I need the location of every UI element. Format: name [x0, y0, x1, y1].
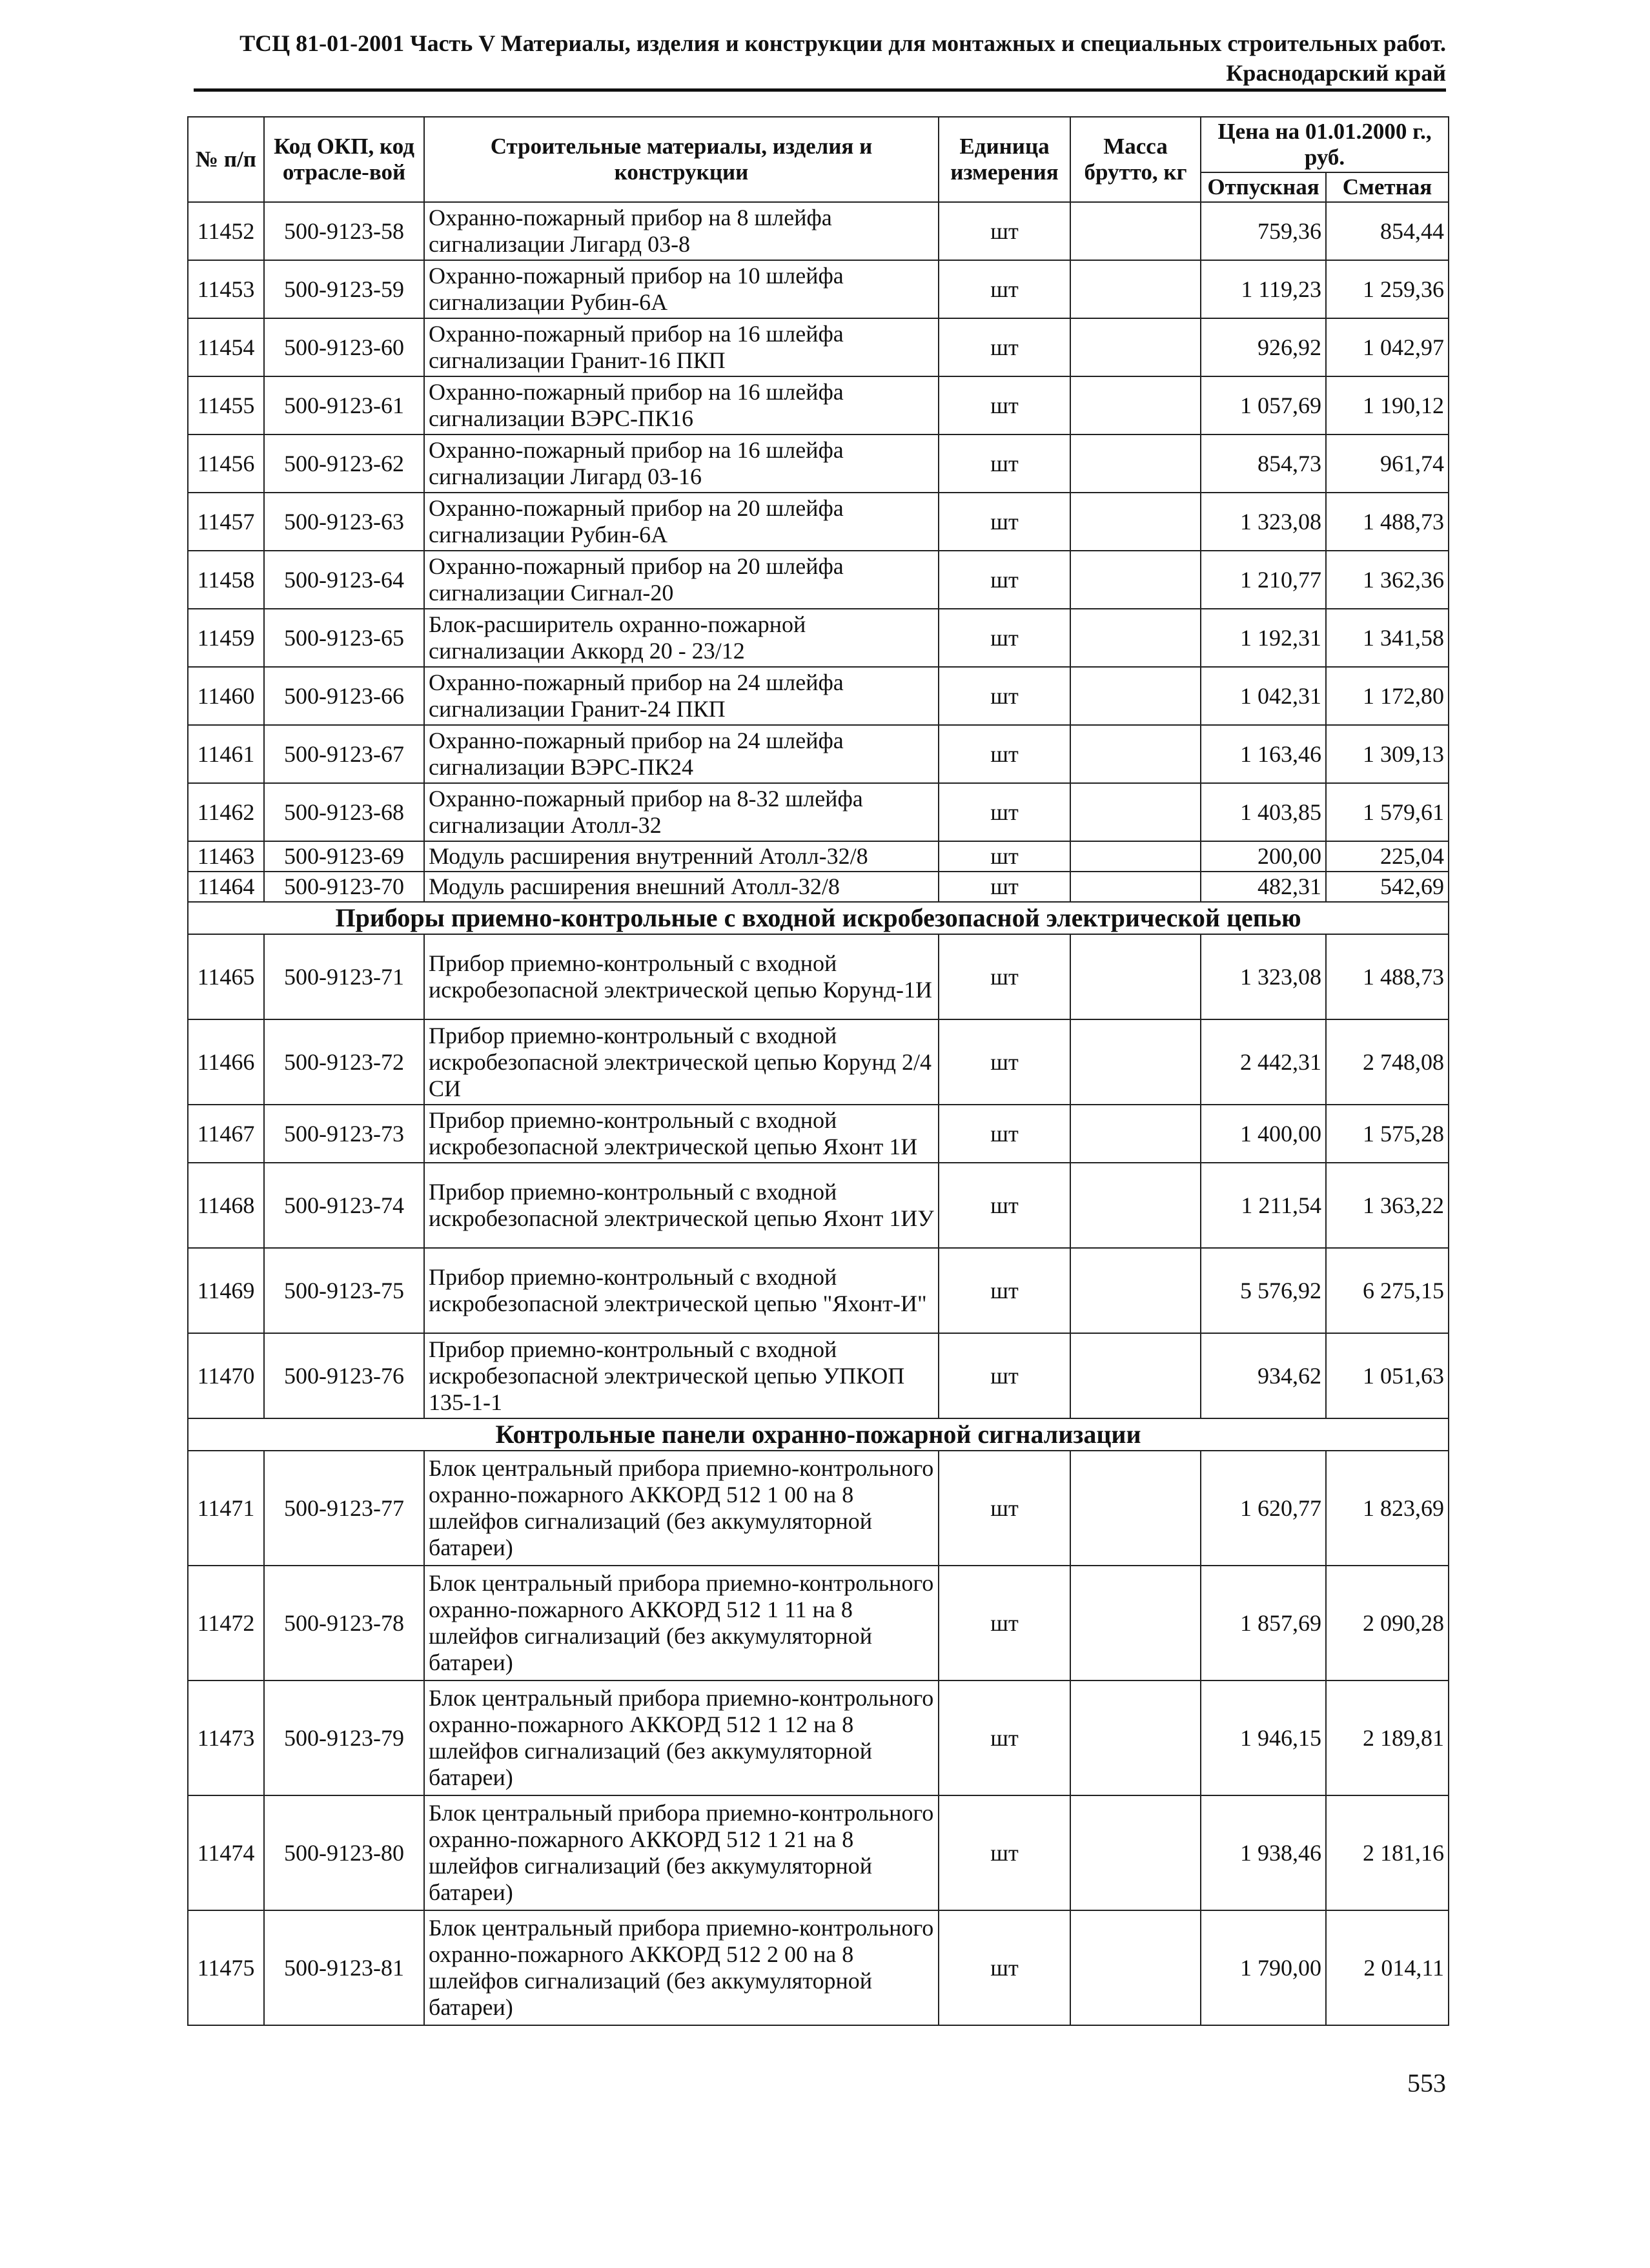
- row-mass: [1070, 493, 1201, 551]
- row-price-sale: 1 400,00: [1201, 1105, 1326, 1163]
- row-code: 500-9123-71: [264, 934, 424, 1019]
- row-unit: шт: [939, 376, 1070, 434]
- row-price-est: 1 042,97: [1326, 318, 1449, 376]
- row-num: 11471: [188, 1451, 264, 1566]
- table-row: [188, 1566, 1449, 1681]
- row-price-sale: 1 210,77: [1201, 551, 1326, 609]
- header-region: Краснодарский край: [1226, 60, 1446, 86]
- row-price-sale: 1 620,77: [1201, 1451, 1326, 1566]
- row-unit: шт: [939, 1451, 1070, 1566]
- row-num: 11461: [188, 725, 264, 783]
- row-code: 500-9123-67: [264, 725, 424, 783]
- table-row: [188, 318, 1449, 376]
- row-price-est: 2 090,28: [1326, 1566, 1449, 1681]
- row-name: Прибор приемно-контрольный с входной искробезопасной электрической цепью Корунд-1И: [424, 934, 939, 1019]
- row-mass: [1070, 376, 1201, 434]
- row-code: 500-9123-70: [264, 872, 424, 902]
- table-row: [188, 667, 1449, 725]
- col-header-price-group: Цена на 01.01.2000 г., руб.: [1201, 117, 1449, 172]
- row-name: Прибор приемно-контрольный с входной искробезопасной электрической цепью Яхонт 1ИУ: [424, 1163, 939, 1248]
- table-row: [188, 841, 1449, 872]
- table-row: [188, 1019, 1449, 1105]
- price-table: [187, 116, 1449, 2026]
- row-mass: [1070, 934, 1201, 1019]
- row-num: 11463: [188, 841, 264, 872]
- table-row: [188, 551, 1449, 609]
- row-price-est: 1 309,13: [1326, 725, 1449, 783]
- row-mass: [1070, 609, 1201, 667]
- table-row: [188, 434, 1449, 493]
- row-unit: шт: [939, 1795, 1070, 1910]
- row-price-est: 2 748,08: [1326, 1019, 1449, 1105]
- row-price-est: 1 172,80: [1326, 667, 1449, 725]
- group1-body: [188, 202, 1449, 902]
- row-name: Блок центральный прибора приемно-контрольного охранно-пожарного АККОРД 512 2 00 на 8 шлейфов сигнализаций (без аккумуляторной батареи): [424, 1910, 939, 2025]
- row-code: 500-9123-73: [264, 1105, 424, 1163]
- row-code: 500-9123-62: [264, 434, 424, 493]
- row-code: 500-9123-69: [264, 841, 424, 872]
- row-mass: [1070, 1451, 1201, 1566]
- row-price-sale: 1 323,08: [1201, 493, 1326, 551]
- row-mass: [1070, 434, 1201, 493]
- row-num: 11457: [188, 493, 264, 551]
- row-name: Прибор приемно-контрольный с входной искробезопасной электрической цепью Корунд 2/4 СИ: [424, 1019, 939, 1105]
- row-num: 11467: [188, 1105, 264, 1163]
- row-code: 500-9123-66: [264, 667, 424, 725]
- row-code: 500-9123-68: [264, 783, 424, 841]
- row-num: 11459: [188, 609, 264, 667]
- row-name: Блок центральный прибора приемно-контрольного охранно-пожарного АККОРД 512 1 12 на 8 шлейфов сигнализаций (без аккумуляторной батареи): [424, 1681, 939, 1795]
- page-number: 553: [1407, 2069, 1446, 2098]
- row-code: 500-9123-72: [264, 1019, 424, 1105]
- row-price-sale: 5 576,92: [1201, 1248, 1326, 1333]
- row-mass: [1070, 1248, 1201, 1333]
- row-code: 500-9123-76: [264, 1333, 424, 1418]
- row-code: 500-9123-75: [264, 1248, 424, 1333]
- row-name: Охранно-пожарный прибор на 24 шлейфа сигнализации ВЭРС-ПК24: [424, 725, 939, 783]
- row-unit: шт: [939, 872, 1070, 902]
- header-title: ТСЦ 81-01-2001 Часть V Материалы, изделия и конструкции для монтажных и специальных строительных работ.: [239, 30, 1446, 56]
- row-num: 11475: [188, 1910, 264, 2025]
- row-price-sale: 2 442,31: [1201, 1019, 1326, 1105]
- row-mass: [1070, 260, 1201, 318]
- row-num: 11469: [188, 1248, 264, 1333]
- row-price-est: 542,69: [1326, 872, 1449, 902]
- row-name: Блок центральный прибора приемно-контрольного охранно-пожарного АККОРД 512 1 11 на 8 шлейфов сигнализаций (без аккумуляторной батареи): [424, 1566, 939, 1681]
- row-num: 11462: [188, 783, 264, 841]
- table-row: [188, 1910, 1449, 2025]
- row-unit: шт: [939, 1105, 1070, 1163]
- row-name: Блок-расширитель охранно-пожарной сигнализации Аккорд 20 - 23/12: [424, 609, 939, 667]
- row-name: Охранно-пожарный прибор на 16 шлейфа сигнализации ВЭРС-ПК16: [424, 376, 939, 434]
- row-num: 11473: [188, 1681, 264, 1795]
- row-mass: [1070, 841, 1201, 872]
- col-header-num: № п/п: [188, 117, 264, 202]
- row-num: 11464: [188, 872, 264, 902]
- row-unit: шт: [939, 1019, 1070, 1105]
- row-name: Прибор приемно-контрольный с входной искробезопасной электрической цепью "Яхонт-И": [424, 1248, 939, 1333]
- row-price-sale: 1 057,69: [1201, 376, 1326, 434]
- row-price-sale: 854,73: [1201, 434, 1326, 493]
- row-num: 11460: [188, 667, 264, 725]
- table-row: [188, 1105, 1449, 1163]
- row-price-sale: 1 042,31: [1201, 667, 1326, 725]
- row-num: 11468: [188, 1163, 264, 1248]
- row-unit: шт: [939, 1333, 1070, 1418]
- row-price-est: 2 189,81: [1326, 1681, 1449, 1795]
- row-mass: [1070, 667, 1201, 725]
- row-price-est: 1 488,73: [1326, 934, 1449, 1019]
- row-price-sale: 926,92: [1201, 318, 1326, 376]
- row-unit: шт: [939, 841, 1070, 872]
- table-row: [188, 1795, 1449, 1910]
- table-row: [188, 1248, 1449, 1333]
- row-code: 500-9123-63: [264, 493, 424, 551]
- row-code: 500-9123-58: [264, 202, 424, 260]
- row-code: 500-9123-65: [264, 609, 424, 667]
- row-unit: шт: [939, 667, 1070, 725]
- row-code: 500-9123-61: [264, 376, 424, 434]
- row-price-est: 854,44: [1326, 202, 1449, 260]
- page-header: [181, 28, 1446, 88]
- row-price-sale: 1 938,46: [1201, 1795, 1326, 1910]
- row-unit: шт: [939, 260, 1070, 318]
- row-code: 500-9123-79: [264, 1681, 424, 1795]
- row-name: Охранно-пожарный прибор на 24 шлейфа сигнализации Гранит-24 ПКП: [424, 667, 939, 725]
- row-code: 500-9123-74: [264, 1163, 424, 1248]
- row-num: 11474: [188, 1795, 264, 1910]
- row-mass: [1070, 1681, 1201, 1795]
- row-price-est: 1 190,12: [1326, 376, 1449, 434]
- row-num: 11470: [188, 1333, 264, 1418]
- row-price-sale: 1 192,31: [1201, 609, 1326, 667]
- table-row: [188, 493, 1449, 551]
- row-num: 11452: [188, 202, 264, 260]
- row-mass: [1070, 551, 1201, 609]
- section-title-receiving-devices: Приборы приемно-контрольные с входной искробезопасной электрической цепью: [188, 902, 1449, 934]
- table-row: [188, 1681, 1449, 1795]
- row-price-est: 1 259,36: [1326, 260, 1449, 318]
- table-row: [188, 1163, 1449, 1248]
- row-unit: шт: [939, 202, 1070, 260]
- row-mass: [1070, 1163, 1201, 1248]
- row-name: Охранно-пожарный прибор на 16 шлейфа сигнализации Гранит-16 ПКП: [424, 318, 939, 376]
- row-mass: [1070, 872, 1201, 902]
- row-code: 500-9123-77: [264, 1451, 424, 1566]
- row-name: Охранно-пожарный прибор на 20 шлейфа сигнализации Сигнал-20: [424, 551, 939, 609]
- row-unit: шт: [939, 725, 1070, 783]
- row-unit: шт: [939, 434, 1070, 493]
- row-price-est: 1 363,22: [1326, 1163, 1449, 1248]
- row-price-est: 1 575,28: [1326, 1105, 1449, 1163]
- row-price-est: 6 275,15: [1326, 1248, 1449, 1333]
- row-num: 11466: [188, 1019, 264, 1105]
- row-price-est: 1 488,73: [1326, 493, 1449, 551]
- row-price-sale: 1 790,00: [1201, 1910, 1326, 2025]
- row-code: 500-9123-81: [264, 1910, 424, 2025]
- row-mass: [1070, 1105, 1201, 1163]
- row-price-est: 1 341,58: [1326, 609, 1449, 667]
- row-mass: [1070, 318, 1201, 376]
- group3-body: [188, 1451, 1449, 2025]
- row-unit: шт: [939, 318, 1070, 376]
- row-num: 11465: [188, 934, 264, 1019]
- row-price-est: 225,04: [1326, 841, 1449, 872]
- row-price-est: 1 051,63: [1326, 1333, 1449, 1418]
- row-mass: [1070, 1910, 1201, 2025]
- row-code: 500-9123-80: [264, 1795, 424, 1910]
- table-row: [188, 202, 1449, 260]
- row-unit: шт: [939, 1910, 1070, 2025]
- row-num: 11472: [188, 1566, 264, 1681]
- row-name: Модуль расширения внутренний Атолл-32/8: [424, 841, 939, 872]
- row-price-sale: 200,00: [1201, 841, 1326, 872]
- row-mass: [1070, 783, 1201, 841]
- group2-body: [188, 934, 1449, 1418]
- row-num: 11455: [188, 376, 264, 434]
- row-unit: шт: [939, 1163, 1070, 1248]
- row-unit: шт: [939, 551, 1070, 609]
- row-price-sale: 759,36: [1201, 202, 1326, 260]
- row-price-est: 2 014,11: [1326, 1910, 1449, 2025]
- row-name: Модуль расширения внешний Атолл-32/8: [424, 872, 939, 902]
- row-mass: [1070, 725, 1201, 783]
- row-name: Прибор приемно-контрольный с входной искробезопасной электрической цепью УПКОП 135-1-1: [424, 1333, 939, 1418]
- table-row: [188, 783, 1449, 841]
- table-row: [188, 376, 1449, 434]
- row-name: Блок центральный прибора приемно-контрольного охранно-пожарного АККОРД 512 1 00 на 8 шлейфов сигнализаций (без аккумуляторной батареи): [424, 1451, 939, 1566]
- col-header-price-sale: Отпускная: [1201, 172, 1326, 202]
- row-price-sale: 934,62: [1201, 1333, 1326, 1418]
- section-title-control-panels: Контрольные панели охранно-пожарной сигнализации: [188, 1418, 1449, 1451]
- row-code: 500-9123-60: [264, 318, 424, 376]
- row-price-sale: 1 946,15: [1201, 1681, 1326, 1795]
- row-mass: [1070, 202, 1201, 260]
- row-name: Блок центральный прибора приемно-контрольного охранно-пожарного АККОРД 512 1 21 на 8 шлейфов сигнализаций (без аккумуляторной батареи): [424, 1795, 939, 1910]
- row-price-sale: 482,31: [1201, 872, 1326, 902]
- row-price-est: 2 181,16: [1326, 1795, 1449, 1910]
- row-price-sale: 1 163,46: [1201, 725, 1326, 783]
- row-name: Охранно-пожарный прибор на 8 шлейфа сигнализации Лигард 03-8: [424, 202, 939, 260]
- table-row: [188, 872, 1449, 902]
- table-row: [188, 725, 1449, 783]
- table-row: [188, 1333, 1449, 1418]
- col-header-code: Код ОКП, код отрасле-вой: [264, 117, 424, 202]
- row-mass: [1070, 1795, 1201, 1910]
- row-price-sale: 1 857,69: [1201, 1566, 1326, 1681]
- row-name: Охранно-пожарный прибор на 20 шлейфа сигнализации Рубин-6А: [424, 493, 939, 551]
- row-code: 500-9123-78: [264, 1566, 424, 1681]
- header-rule: [194, 88, 1446, 92]
- row-price-est: 1 579,61: [1326, 783, 1449, 841]
- col-header-name: Строительные материалы, изделия и конструкции: [424, 117, 939, 202]
- row-price-sale: 1 119,23: [1201, 260, 1326, 318]
- table-row: [188, 934, 1449, 1019]
- table-row: [188, 260, 1449, 318]
- table-row: [188, 1451, 1449, 1566]
- row-num: 11453: [188, 260, 264, 318]
- row-code: 500-9123-64: [264, 551, 424, 609]
- row-unit: шт: [939, 493, 1070, 551]
- row-unit: шт: [939, 934, 1070, 1019]
- row-price-sale: 1 403,85: [1201, 783, 1326, 841]
- row-name: Охранно-пожарный прибор на 8-32 шлейфа сигнализации Атолл-32: [424, 783, 939, 841]
- col-header-mass: Масса брутто, кг: [1070, 117, 1201, 202]
- row-unit: шт: [939, 1681, 1070, 1795]
- row-code: 500-9123-59: [264, 260, 424, 318]
- row-unit: шт: [939, 609, 1070, 667]
- row-num: 11458: [188, 551, 264, 609]
- row-name: Охранно-пожарный прибор на 16 шлейфа сигнализации Лигард 03-16: [424, 434, 939, 493]
- row-unit: шт: [939, 1566, 1070, 1681]
- row-num: 11454: [188, 318, 264, 376]
- col-header-unit: Единица измерения: [939, 117, 1070, 202]
- col-header-price-est: Сметная: [1326, 172, 1449, 202]
- row-name: Прибор приемно-контрольный с входной искробезопасной электрической цепью Яхонт 1И: [424, 1105, 939, 1163]
- row-price-est: 1 823,69: [1326, 1451, 1449, 1566]
- row-unit: шт: [939, 1248, 1070, 1333]
- row-price-sale: 1 323,08: [1201, 934, 1326, 1019]
- row-price-sale: 1 211,54: [1201, 1163, 1326, 1248]
- table-row: [188, 609, 1449, 667]
- row-price-est: 1 362,36: [1326, 551, 1449, 609]
- row-price-est: 961,74: [1326, 434, 1449, 493]
- row-name: Охранно-пожарный прибор на 10 шлейфа сигнализации Рубин-6А: [424, 260, 939, 318]
- row-unit: шт: [939, 783, 1070, 841]
- row-mass: [1070, 1019, 1201, 1105]
- row-mass: [1070, 1566, 1201, 1681]
- row-mass: [1070, 1333, 1201, 1418]
- row-num: 11456: [188, 434, 264, 493]
